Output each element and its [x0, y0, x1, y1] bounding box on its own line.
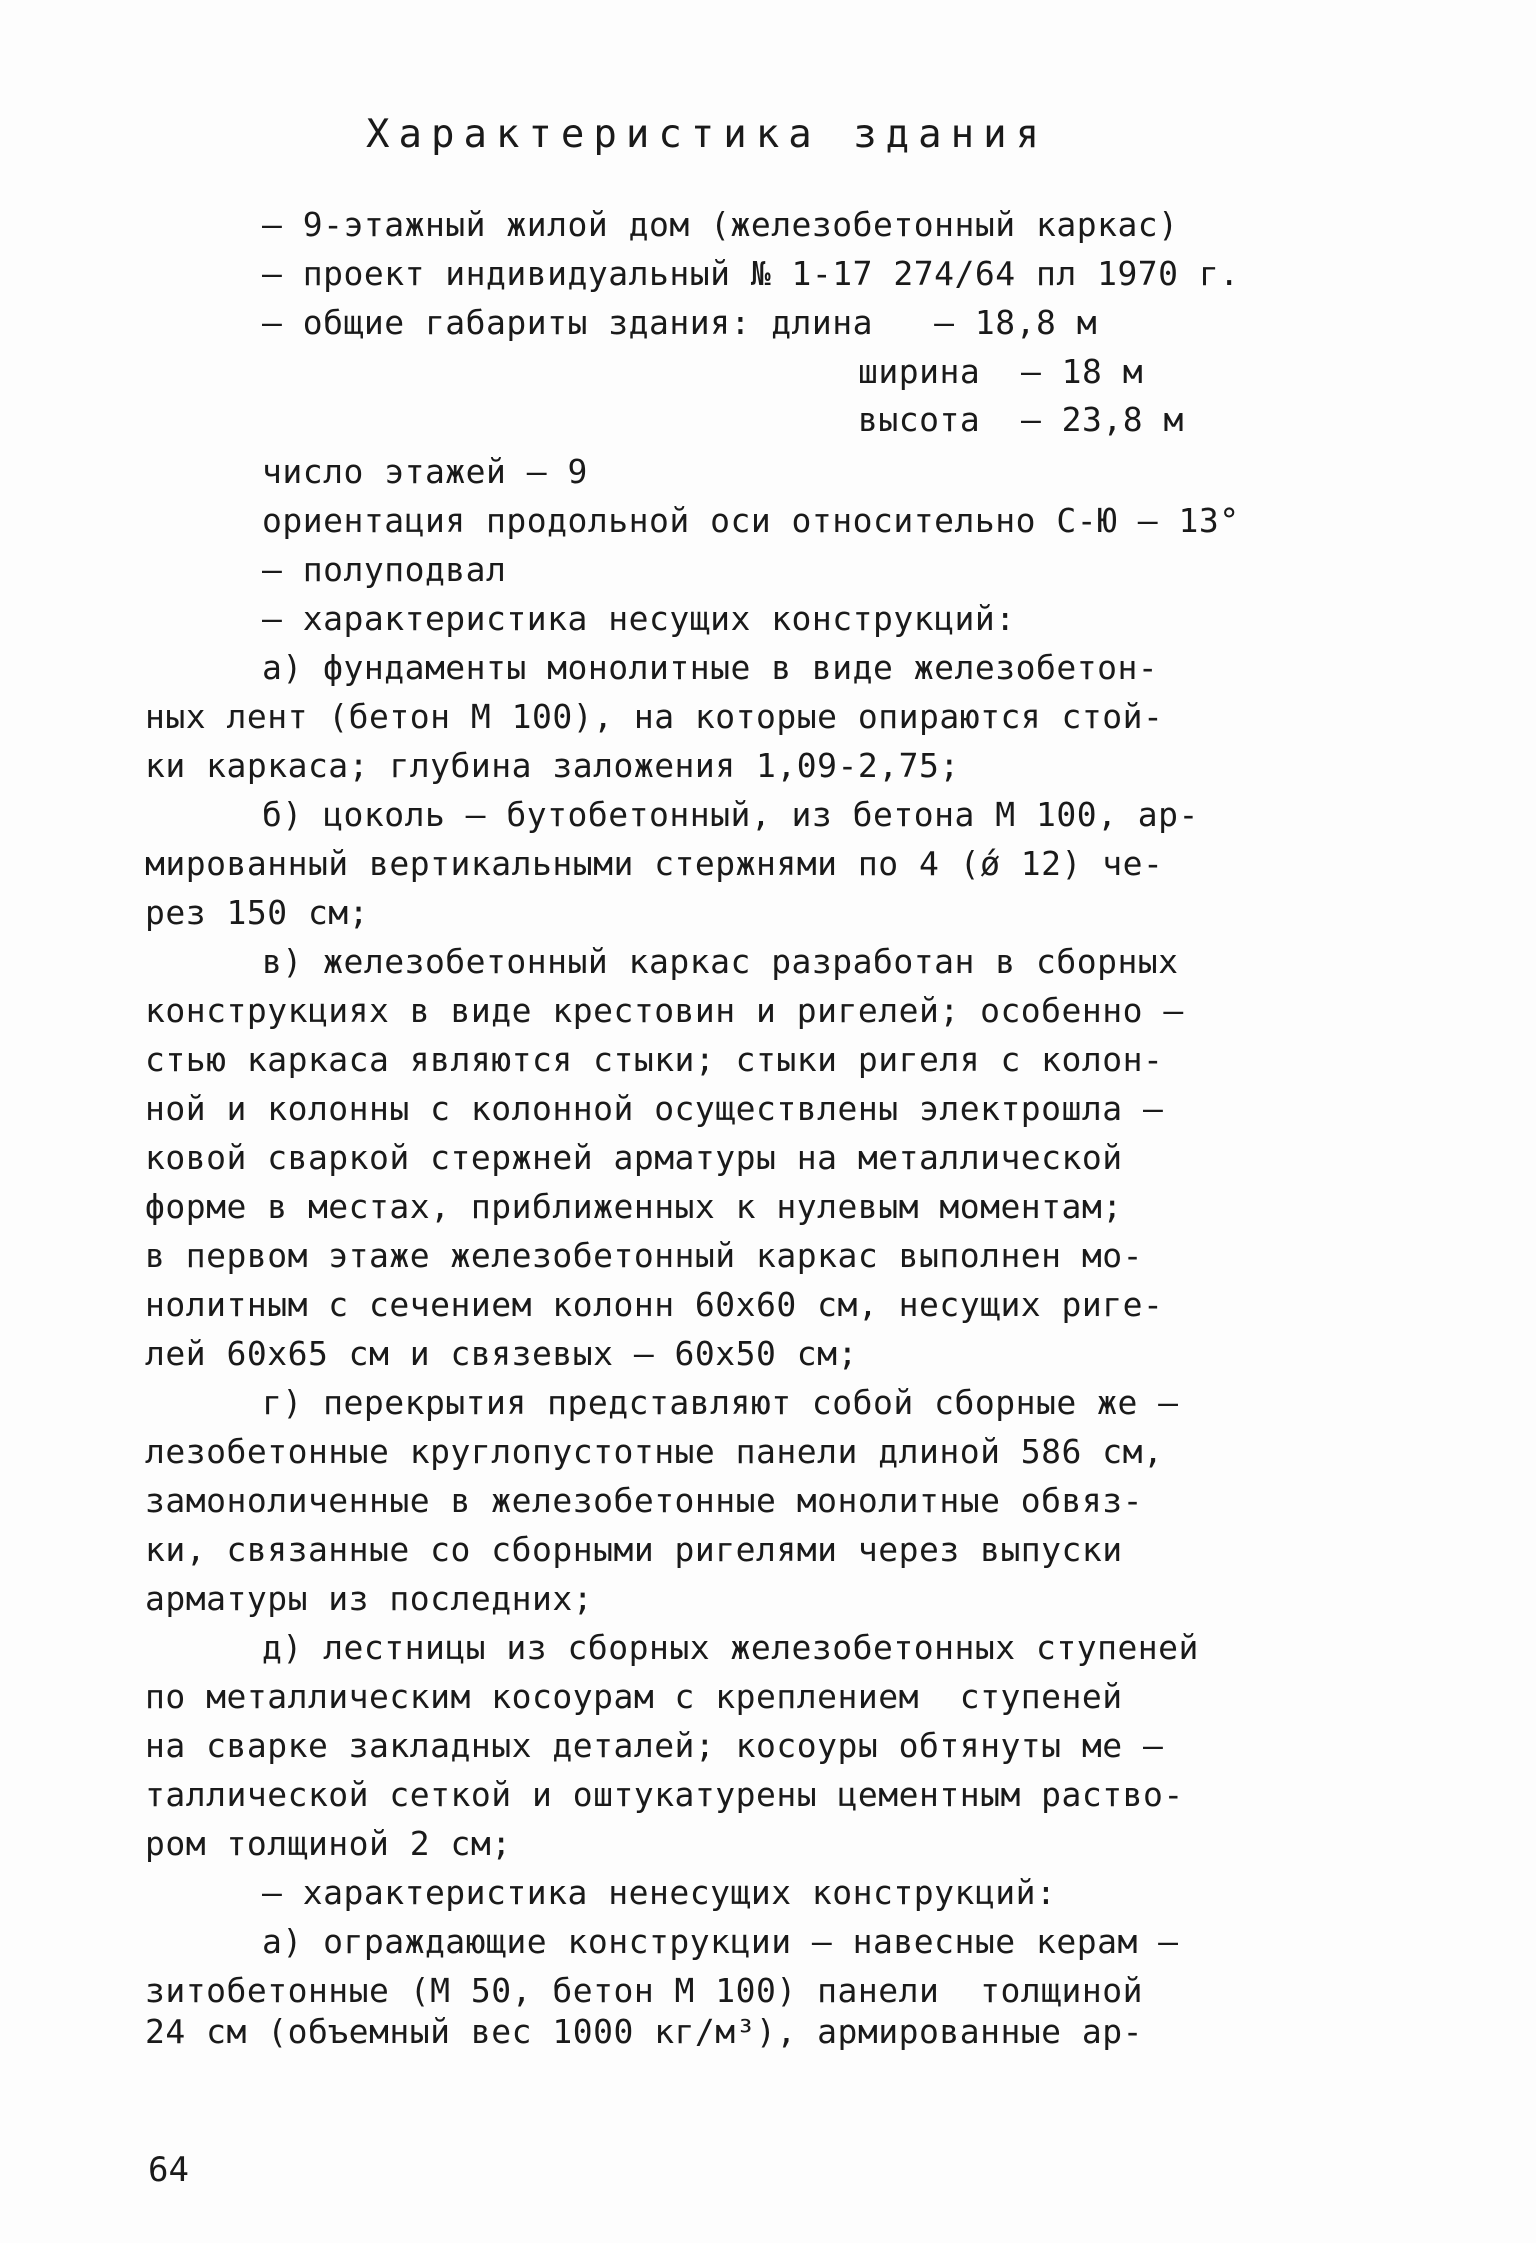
text-line: – характеристика ненесущих конструкций:: [262, 1873, 1057, 1912]
text-line: зитобетонные (М 50, бетон М 100) панели толщиной: [145, 1971, 1144, 2010]
text-line: замоноличенные в железобетонные монолитные обвяз-: [145, 1481, 1144, 1520]
text-line: лезобетонные круглопустотные панели длиной 586 см,: [145, 1432, 1164, 1471]
text-line: стью каркаса являются стыки; стыки ригеля с колон-: [145, 1040, 1164, 1079]
text-line: ширина – 18 м: [858, 352, 1144, 391]
text-line: рез 150 см;: [145, 893, 370, 932]
text-line: на сварке закладных деталей; косоуры обтянуты ме –: [145, 1726, 1164, 1765]
text-line: высота – 23,8 м: [858, 400, 1184, 439]
text-line: мированный вертикальными стержнями по 4 (ǿ 12) че-: [145, 844, 1164, 883]
text-line: ки, связанные со сборными ригелями через выпуски: [145, 1530, 1123, 1569]
text-line: ной и колонны с колонной осуществлены электрошла –: [145, 1089, 1164, 1128]
text-line: – общие габариты здания: длина – 18,8 м: [262, 303, 1098, 342]
text-line: по металлическим косоурам с креплением ступеней: [145, 1677, 1123, 1716]
text-line: – проект индивидуальный № 1-17 274/64 пл 1970 г.: [262, 254, 1240, 293]
text-line: в первом этаже железобетонный каркас выполнен мо-: [145, 1236, 1144, 1275]
text-line: ориентация продольной оси относительно С-Ю – 13°: [262, 501, 1240, 540]
text-line: б) цоколь – бутобетонный, из бетона М 100, ар-: [262, 795, 1199, 834]
text-line: таллической сеткой и оштукатурены цементным раство-: [145, 1775, 1184, 1814]
page-number: 64: [148, 2150, 189, 2190]
text-line: а) ограждающие конструкции – навесные керам –: [262, 1922, 1179, 1961]
text-line: а) фундаменты монолитные в виде железобетон-: [262, 648, 1159, 687]
text-line: ковой сваркой стержней арматуры на металлической: [145, 1138, 1123, 1177]
text-line: ром толщиной 2 см;: [145, 1824, 512, 1863]
text-line: конструкциях в виде крестовин и ригелей; особенно –: [145, 991, 1184, 1030]
text-line: г) перекрытия представляют собой сборные же –: [262, 1383, 1179, 1422]
text-line: форме в местах, приближенных к нулевым моментам;: [145, 1187, 1123, 1226]
text-line: арматуры из последних;: [145, 1579, 594, 1618]
text-line: число этажей – 9: [262, 452, 588, 491]
text-line: ных лент (бетон М 100), на которые опираются стой-: [145, 697, 1164, 736]
text-line: – полуподвал: [262, 550, 507, 589]
text-line: ки каркаса; глубина заложения 1,09-2,75;: [145, 746, 960, 785]
text-line: – 9-этажный жилой дом (железобетонный каркас): [262, 205, 1179, 244]
text-line: д) лестницы из сборных железобетонных ступеней: [262, 1628, 1199, 1667]
page-title: Характеристика здания: [366, 112, 1049, 157]
text-line: в) железобетонный каркас разработан в сборных: [262, 942, 1179, 981]
text-line: лей 60х65 см и связевых – 60х50 см;: [145, 1334, 858, 1373]
text-line: 24 см (объемный вес 1000 кг/м³), армированные ар-: [145, 2012, 1144, 2051]
text-line: – характеристика несущих конструкций:: [262, 599, 1016, 638]
text-line: нолитным с сечением колонн 60х60 см, несущих риге-: [145, 1285, 1164, 1324]
